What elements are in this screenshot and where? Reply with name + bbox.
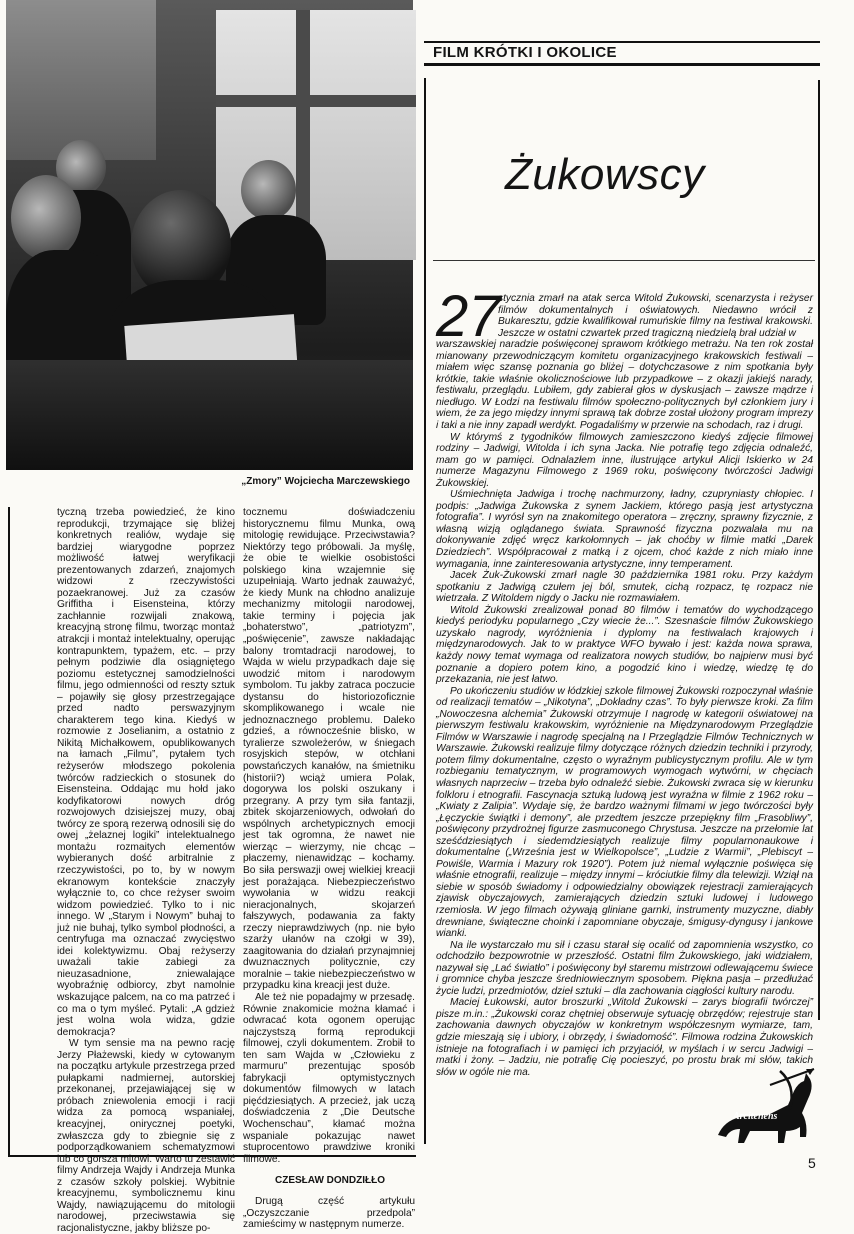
photo-caption: „Zmory” Wojciecha Marczewskiego xyxy=(241,476,410,487)
logo-wordmark: Arcitenens xyxy=(733,1111,778,1122)
text-column-1 xyxy=(57,507,235,1234)
frame-left-rule xyxy=(424,78,426,1144)
article-paragraph: Witold Żukowski zrealizował ponad 80 filmów i tematów do wychodzącego kiedyś periodyku popularnego „Czy wiecie że...”. Szesnaście filmów Żukowskiego uzyskało nagrody, wyróżnienia i dyplomy na festiwalach krajowych i międzynarodowych. Jak to w praktyce WFO bywało i jest: każda nowa sprawa, każdy nowy temat wymaga od realizatora nowych studiów, bo najpierw musi być poznanie a dopiero potem kino, a pogodzić kino i wiedzę, wiedzę tę do przekazania, nie jest łatwo. xyxy=(436,604,813,686)
column-paragraph: Ale też nie popadajmy w przesadę. Równie znakomicie można kłamać i odwracać kota ogonem operując najczystszą formą reprodukcji filmowej, czyli dokumentem. Zrobił to ten sam Wajda w „Człowieku z marmuru” prezentując sposób fabrykacji optymistycznych dokumentów filmowych w latach pięćdziesiątych. A przecież, jak uczą doświadczenia z „Die Deutsche Wochenschau”, kłamać można wspaniale pokazując nawet stuprocentowo prawdziwe kroniki filmowe. xyxy=(243,991,415,1165)
author-signature: CZESŁAW DONDZIŁŁO xyxy=(275,1175,385,1187)
article-paragraph: W którymś z tygodników filmowych zamieszczono kiedyś zdjęcie filmowej rodziny – Jadwigi, Witolda i ich syna Jacka. Nie potrafię tego zdjęcia odnaleźć, mam go w pamięci. Odnalazłem inne, ilustrujące artykuł Alicji Iskierko w 24 numerze Magazynu Filmowego z 1969 roku, poświęcony twórczości Jadwigi Żukowskiej. xyxy=(436,431,813,489)
article-paragraph: Maciej Łukowski, autor broszurki „Witold Żukowski – zarys biografii twórczej” pisze m.in.: „Żukowski coraz chętniej obserwuje sytuację obrzędów; rejestruje stan zachowania dawnych obyczajów w konkretnym współczesnym wymiarze, tam, gdzie mieszają się i ubiory, i obrzędy, i świadomość”. Filmowa rodzina Żukowskich istnieje na fotografiach i w pamięci ich przyjaciół, w myślach i w sercu Jadwigi – matki i żony. – Jadziu, nie potrafię Cię pocieszyć, po prostu brak mi słów, takich słów w ogóle nie ma. xyxy=(436,997,813,1078)
drop-cap: 27 xyxy=(436,284,501,349)
article-paragraph: Na ile wystarczało mu sił i czasu starał się ocalić od zapomnienia wszystko, co odchodziło bezpowrotnie w przeszłość. Ostatni film Żukowskiego, jaki widziałem, nazywał się „Lać światło” i poświęcony był staremu mistrzowi odlewającemu świece i gromnice chyba jeszcze średniowiecznym sposobem. Piękna pasja – przedłużać życie ludzi, przedmiotów, dzieł sztuki – dla zachowania ciągłości kultury narodu. xyxy=(436,939,813,997)
section-title: FILM KRÓTKI I OKOLICE xyxy=(433,44,617,61)
section-rule xyxy=(424,63,820,66)
column-paragraph: W tym sensie ma na pewno rację Jerzy Płażewski, kiedy w cytowanym na początku artykule przestrzega przed pułapkami nadmiernej, autorskiej przekonanej, przejawiającej się w próbach zniewolenia emocji i racji widza za pomocą wspaniałej, kreacyjnej, onirycznej poetyki, zwłaszcza gdy to zbiegnie się z podporządkowaniem schematyzmowi lub co gorsza mitowi. Warto tu zestawić filmy Andrzeja Wajdy i Andrzeja Munka z czasów szkoły polskiej. Wybitnie kreacyjnemu, symbolicznemu kinu Wajdy, nawiązującemu do mitologii narodowej, przeciwstawia się racjonalistyczne, jakby bliższe po- xyxy=(57,1038,235,1234)
column-paragraph: tyczną trzeba powiedzieć, że kino reprodukcji, trzymające się bliżej konkretnych realiów, wydaje się bardziej wiarygodne poprzez możliwość łatwej weryfikacji prezentowanych zdarzeń, znajomych widzowi z rzeczywistości pozaekranowej. Już za czasów Griffitha i Eisensteina, którzy zachłannie rozwijali znakową, kreacyjną stronę filmu, tworząc montaż atrakcji i montaż intelektualny, operując kontrapunktem, typażem, etc. – przy pełnym podziwie dla osiągniętego poziomu estetycznej samodzielności filmu, jego odmienności od reszty sztuk – pojawiły się głosy przestrzegające przed nadto perswazyjnym charakterem tego kina. Kiedyś w rozmowie z Joselianim, a ostatnio z Nikitą Michałkowem, opublikowanych na łamach „Filmu”, pytałem tych reżyserów młodszego pokolenia twórców radzieckich o stosunek do Eisensteina. Oddając mu hołd jako kodyfikatorowi nowych dróg rozwojowych dzisiejszej muzy, obaj twórcy ze sporą rezerwą odnosili się do owej „żelaznej logiki” intelektualnego montażu rozmaitych elementów wybieranych dość arbitralnie z rzeczywistości, po to, by w nowym ekranowym kontekście znaczyły wyłącznie to, co chce reżyser swoim widzom powiedzieć. Tylko to i nic innego. W „Starym i Nowym” buhaj to już nie buhaj, tylko symbol płodności, a centryfuga ma oznaczać zwycięstwo idei kolektywizmu. Obaj reżyserzy uważali takie zabiegi za nieuzasadnione, zniewalające wyobraźnię odbiorcy, zbyt namolnie wskazujące palcem, na co ma patrzeć i co ma o tym myśleć. Pytali: „A gdzież jest wolna wola widza, gdzie demokracja? xyxy=(57,507,235,1038)
article-paragraph: Po ukończeniu studiów w łódzkiej szkole filmowej Żukowski rozpoczynał właśnie od realizacji tematów – „Nikotyna”, „Dokładny czas”. To były pierwsze kroki. Za film „Nowoczesna alchemia” Żukowski otrzymuje I nagrodę w kategorii oświatowej na pierwszym festiwalu krakowskim, wyróżnienie na Międzynarodowym Przeglądzie Filmów w Warszawie i nagrodę specjalną na I Przeglądzie Filmów Technicznych w Warszawie. Żukowski realizuje filmy dotyczące różnych dziedzin techniki i przyrody, potem filmy dokumentalne, często o wyraźnym publicystycznym profilu. Ale w tym rozbieganiu tematycznym, w programowych wymogach wytwórni, w chęciach własnych naprzeciw – trzeba było odnaleźć siebie. Żukowski zwraca się w kierunku folkloru i etnografii. Fascynacja sztuką ludową jest wyraźna w filmie z 1962 roku – „Kwiaty z Zalipia”. Wydaje się, że bardzo ważnymi filmami w jego twórczości były „Łęczyckie świątki i demony”, ale przedtem jeszcze przepiękny film „Frasobliwy”, poświęcony przydrożnej figurze zasmuconego Chrystusa. Jeszcze na przełomie lat sześćdziesiątych i siedemdziesiątych realizuje filmy popularnonaukowe i dokumentalne („Września jest w Wielkopolsce”, „Ludzie z Warmii”, „Plebiscyt – Powiśle, Warmia i Mazury rok 1920”). Potem już niemal wyłącznie poświęca się właśnie etnografii, realizuje – między innymi – króciutkie filmy dla telewizji. Wziął na siebie w sposób świadomy i odpowiedzialny obowiązek rejestracji zamierających zjawisk obyczajowych, zamierających dziedzin sztuki ludowej i ludowego rzemiosła. W jego filmach ożywają gliniane garnki, instrumenty muzyczne, diabły drewniane, świąteczne choinki i zapomniane obyczaje, śmigusy-dyngusy i jankowe wianki. xyxy=(436,685,813,940)
sagittarius-logo-icon xyxy=(710,1065,820,1147)
continuation-note: Drugą część artykułu „Oczyszczanie przedpola” zamieścimy w następnym numerze. xyxy=(243,1196,415,1231)
column-left-rule xyxy=(8,507,10,1157)
headline: Żukowscy xyxy=(505,150,705,199)
article-body xyxy=(436,293,813,1078)
frame-right-rule xyxy=(818,80,820,1020)
top-rule xyxy=(424,41,820,43)
column-paragraph: tocznemu doświadczeniu historycznemu filmu Munka, ową mitologię rewidujące. Przeciwstawia? Niektórzy tego próbowali. Ja myślę, że obie te wielkie osobistości polskiego kina wzajemnie się uzupełniają. Warto jednak zauważyć, że kiedy Munk na chłodno analizuje mechanizmy mitologii narodowej, takie terminy i pojęcia jak „bohaterstwo”, „patriotyzm”, „poświęcenie”, zawsze nakładając balony tromtadracji narodowej, to Wajda w wielu przypadkach daje się uwodzić mitom i narodowym symbolom. Tu jakby zatraca poczucie dystansu do historiozoficznie skomplikowanego i wcale nie jednoznacznego problemu. Daleko gdzieś, a równocześnie blisko, w tyralierze szwoleżerów, w śniegach rosyjskich stepów, w otchłani powstańczych kanałów, na śmietniku (historii?) wciąż umiera Polak, dogorywa los polski oszukany i przegrany. A przy tym siła fantazji, zbitek skojarzeniowych, odwołań do wspólnych archetypicznych emocji jest tak ogromna, że nawet nie wierząc – wierzymy, nie chcąc – płaczemy, nienawidząc – kochamy. Bo siła perswazji owej wielkiej kreacji jest porażająca. Niebezpieczeństwo wywołania w widzu reakcji nieracjonalnych, skojarzeń fałszywych, podawania za fakty rzeczy nieprawdziwych (np. nie było szarży ułanów na czołgi w 39), zaagitowania do działań przynajmniej dwuznacznych politycznie, czy moralnie – takie niebezpieczeństwo w przypadku kina kreacji jest duże. xyxy=(243,507,415,992)
page-number: 5 xyxy=(808,1155,816,1171)
article-paragraph: stycznia zmarł na atak serca Witold Żukowski, scenarzysta i reżyser filmów dokumentalnych i oświatowych. Niedawno wrócił z Bukaresztu, gdzie kwalifikował rumuńskie filmy na festiwal krakowski. Jeszcze w ostatni czwartek przed tragiczną niedzielą brał udział w warszawskiej naradzie poświęconej sprawom krótkiego metrażu. Na ten rok został mianowany przewodniczącym komitetu organizacyjnego krakowskich festiwali – miałem więc szansę poznania go bliżej – dotychczasowe z nim spotkania były krótkie, takie właśnie okolicznościowe lub przypadkowe – z okazji jakiejś narady, festiwalu, przeglądu. Lubiłem, gdy zabierał głos w dyskusjach – zawsze mądrze i niedługo. W Łodzi na festiwalu filmów społeczno-politycznych był członkiem jury i wiem, że za jego między innymi sprawą tak dobrze został ułożony program imprezy i taki a nie inny zapadł werdykt. Pogadaliśmy w przerwie na schodach, raz i drugi. xyxy=(436,293,813,432)
article-photo xyxy=(6,0,413,470)
headline-rule xyxy=(433,260,815,261)
article-paragraph: Uśmiechnięta Jadwiga i trochę nachmurzony, ładny, czupryniasty chłopiec. I podpis: „Jadwiga Żukowska z synem Jackiem, którego pasją jest artystyczna fotografia”. I wyrósł syn na znakomitego operatora – zręczny, sprawny fizycznie, z własną wizją oglądanego świata. Sprawność fizyczna pozwalała mu na dokonywanie zdjęć wręcz karkołomnych – jak choćby w filmie matki „Darek Dziedziech”. Współpracował z matką i z ojcem, choć każde z nich miało inne wymagania, inne zainteresowania artystyczne, inny temperament. xyxy=(436,489,813,570)
text-column-2 xyxy=(243,507,415,1231)
article-paragraph: Jacek Żuk-Żukowski zmarł nagle 30 października 1981 roku. Przy każdym spotkaniu z Jadwigą czułem jej ból, smutek, cichą rozpacz, tę rozpacz nie wietrzała. Z Witoldem nigdy o Jacku nie rozmawiałem. xyxy=(436,570,813,605)
